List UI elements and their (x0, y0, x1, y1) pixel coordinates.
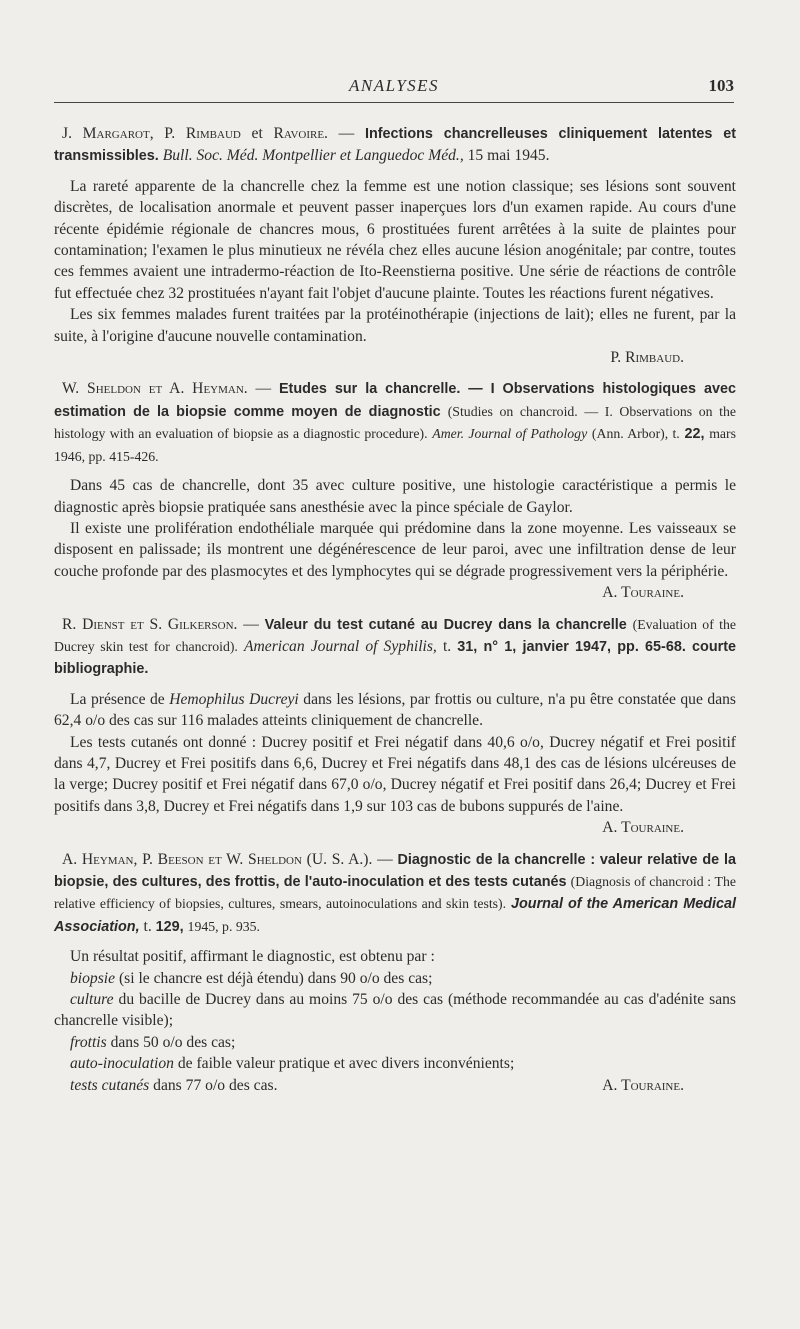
text-segment: (si le chancre est déjà étendu) dans 90 o/o des cas; (118, 969, 433, 987)
article-heading (54, 614, 736, 681)
separator-dash: — (377, 850, 393, 868)
journal-name: Amer. Journal of Pathology (432, 426, 588, 442)
list-item (54, 1032, 736, 1053)
conjunction: et (339, 147, 352, 165)
journal-place: (Ann. Arbor), t. (591, 426, 680, 442)
article-authors: Ravoire. (273, 125, 328, 142)
article-authors: A. Heyman, P. Beeson et W. Sheldon (U. S. A.). (62, 850, 373, 868)
list-item (54, 1053, 736, 1074)
separator-dash: — (243, 615, 259, 633)
text-segment: dans les lésions, par frottis ou culture, n'a pu être constatée que dans 62,4 o/o des cas sur 116 malades atteints cliniquement de chancrelle. (54, 690, 736, 730)
article-title: Etudes sur la chancrelle. — I Observations histologiques avec estimation de la biopsie comme moyen de diagnostic (54, 381, 736, 420)
separator-dash: — (255, 380, 272, 398)
volume-prefix: t. (442, 637, 452, 655)
text-segment: dans 77 o/o des cas. (153, 1076, 278, 1094)
original-title: (Diagnosis of chancroid : The relative efficiency of biopsies, cultures, smears, autoinoculations and skin tests). (54, 874, 737, 912)
running-title: ANALYSES (348, 76, 440, 95)
method-name: auto-inoculation (70, 1055, 174, 1073)
volume-number: 31, n° 1, janvier 1947, pp. 65-68. courte bibliographie. (54, 638, 737, 678)
species-name: Hemophilus Ducreyi (169, 690, 299, 708)
running-header (54, 76, 734, 98)
volume-number: 129, (155, 918, 184, 935)
publication-date: 15 mai 1945. (467, 147, 550, 165)
article-authors: J. Margarot, P. Rimbaud (62, 125, 241, 142)
article-paragraph: Il existe une prolifération endothéliale marquée qui prédomine dans la zone moyenne. Les vaisseaux se disposent en palissade; ils montrent une dégénérescence de leur paroi, avec une infiltration dense de leur couche profonde par des plasmocytes et des lymphocytes qui se dégrade progressivement vers la périphérie. (54, 519, 736, 580)
method-name: culture (70, 991, 114, 1009)
separator-dash: — (338, 125, 355, 142)
journal-name: Languedoc Méd., (355, 147, 464, 165)
volume-prefix: t. (143, 917, 152, 935)
header-rule (54, 102, 734, 103)
text-segment: La présence de (70, 690, 165, 708)
original-title: (Evaluation of the Ducrey skin test for chancroid). (54, 616, 736, 654)
publication-details: mars 1946, pp. 415-426. (54, 426, 737, 464)
page-body (54, 123, 736, 1096)
list-item-text (54, 1075, 277, 1096)
method-name: biopsie (70, 969, 116, 987)
article-title: Infections chancrelleuses cliniquement latentes et transmissibles. (54, 126, 737, 165)
article-title: Diagnostic de la chancrelle : valeur relative de la biopsie, des cultures, des frottis, de l'auto-inoculation et des tests cutanés (54, 851, 737, 890)
page-number: 103 (708, 76, 734, 95)
reviewer-signature: A. Touraine. (602, 584, 684, 602)
list-item (54, 1075, 736, 1096)
reviewer-signature: A. Touraine. (602, 819, 684, 837)
article-paragraph: Les tests cutanés ont donné : Ducrey positif et Frei négatif dans 40,6 o/o, Ducrey négatif et Frei positif dans 4,7, Ducrey et Frei positifs dans 6,6, Ducrey et Frei négatifs dans 48,1 des cas de lésions ulcéreuses de la verge; Ducrey positif et Frei négatif dans 67,0 o/o, Ducrey négatif et Frei positif dans 26,4; Ducrey et Frei positifs dans 3,8, Ducrey et Frei négatifs dans 1,9 sur 103 cas de bubons suppurés de l'aine. (54, 733, 736, 815)
list-item (54, 989, 736, 1032)
reviewer-signature: P. Rimbaud. (610, 349, 684, 367)
text-segment: du bacille de Ducrey dans au moins 75 o/o des cas (méthode recommandée au cas d'adénite sans chancrelle visible); (54, 991, 736, 1030)
article-title: Valeur du test cutané au Ducrey dans la chancrelle (264, 616, 627, 633)
conjunction: et (251, 125, 263, 142)
journal-name: American Journal of Syphilis, (244, 637, 437, 655)
article-heading (54, 123, 736, 168)
method-name: frottis (70, 1033, 107, 1051)
article-heading (54, 849, 736, 939)
article-paragraph: Un résultat positif, affirmant le diagnostic, est obtenu par : (70, 948, 435, 966)
original-title: (Studies on chancroid. — I. Observations on the histology with an evaluation of biopsie as a diagnostic procedure). (54, 403, 736, 442)
volume-number: 22, (684, 426, 705, 443)
method-name: tests cutanés (70, 1076, 150, 1094)
article-paragraph: Les six femmes malades furent traitées par la protéinothérapie (injections de lait); elles ne furent, par la suite, à l'origine d'aucune nouvelle contamination. (54, 306, 736, 345)
text-segment: dans 50 o/o des cas; (110, 1033, 236, 1051)
journal-name: Bull. Soc. Méd. Montpellier (162, 147, 336, 165)
text-segment: de faible valeur pratique et avec divers inconvénients; (177, 1055, 515, 1073)
reviewer-signature: A. Touraine. (602, 1076, 684, 1094)
article-authors: W. Sheldon et A. Heyman. (62, 380, 248, 398)
list-item (54, 968, 736, 989)
article-paragraph: Dans 45 cas de chancrelle, dont 35 avec culture positive, une histologie caractéristique a permis le diagnostic après biopsie pratiquée sans anesthésie avec la pince spéciale de Gaylor. (54, 477, 736, 516)
article-authors: R. Dienst et S. Gilkerson. (62, 615, 238, 633)
publication-details: 1945, p. 935. (187, 918, 260, 934)
journal-name: Journal of the American Medical Association, (54, 896, 736, 935)
article-paragraph: La rareté apparente de la chancrelle chez la femme est une notion classique; ses lésions sont souvent discrètes, de localisation anormale et peuvent passer inaperçues lors d'un examen rapide. Au cours d'une récente épidémie régionale de chancres mous, 6 prostituées furent arrêtées à la suite de plaintes pour contamination; l'examen le plus minutieux ne révéla chez elles aucune lésion anogénitale; par contre, toutes ces femmes avaient une intradermo-réaction de Ito-Reenstierna positive. Une série de réactions de contrôle fut effectuée chez 32 prostituées n'ayant fait l'objet d'aucune plainte. Toutes les réactions furent négatives. (54, 177, 736, 302)
article-paragraph (54, 689, 736, 732)
article-heading (54, 378, 736, 467)
